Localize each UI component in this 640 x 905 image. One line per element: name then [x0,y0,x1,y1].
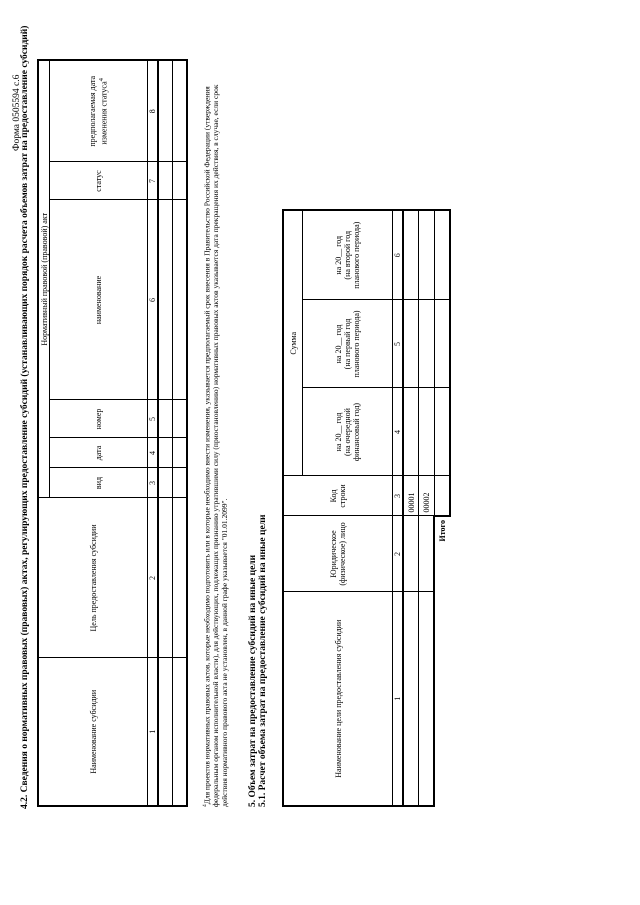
table-cell[interactable] [419,210,435,300]
column-number: 6 [393,210,404,300]
table-cell[interactable] [173,658,188,806]
table-cell[interactable] [434,210,450,300]
year-3-label: на 20__ год [334,235,343,275]
table-cell[interactable] [158,498,173,658]
table-cell[interactable] [158,162,173,200]
table-cell[interactable] [158,60,173,162]
table-cell[interactable] [158,400,173,438]
header-act-date: дата [50,438,148,468]
header-sum-year-1 [303,388,393,476]
footnote-text: Для проектов нормативных правовых актов, которые необходимо подготовить или в которые необходимо внести изменения, указывается предполагаемый срок внесения в Правительство Российской Федерации (утверждения федеральным органом исполнительной власти), для действующих, подлежащих признанию утратившими силу (приостановлению) нормативных правовых актов указывается дата прекращения их действия, в случае, если срок действия нормативного правового акта не установлен, в данной графе указывается "01.01.2099". [202,84,229,807]
year-2-caption: (на первый год планового периода) [343,310,361,378]
section-5-heading: 5. Объем затрат на предоставление субсидий на иные цели [248,554,258,807]
other-purposes-costs-table [282,209,451,807]
header-act-kind: вид [50,468,148,498]
table-cell[interactable] [403,516,419,592]
header-sum: Сумма [283,210,303,476]
section-51-heading: 5.1. Расчет объема затрат на предоставление субсидий на иные цели [258,514,268,807]
regulatory-acts-table [37,59,188,807]
table-cell[interactable] [173,60,188,162]
footnote-mark: 4 [202,804,208,807]
table-cell[interactable] [403,210,419,300]
total-label: Итого [437,520,447,542]
table-cell[interactable] [158,200,173,400]
row-code: 00002 [419,476,435,516]
table-cell[interactable] [158,438,173,468]
section-42-heading: 4.2. Сведения о нормативных правовых (правовых) актах, регулирующих предоставление субсидий (устанавливающих порядок расчета объемов затрат на предоставление субсидий) [20,25,30,809]
header-sum-year-2 [303,300,393,388]
column-number: 1 [393,592,404,806]
status-change-footnote-mark: 4 [98,78,106,82]
row-code: 00001 [403,476,419,516]
table-cell[interactable] [173,400,188,438]
year-3-caption: (на второй год планового периода) [343,221,361,289]
column-number: 7 [148,162,159,200]
column-number: 4 [393,388,404,476]
column-number: 5 [393,300,404,388]
table-cell[interactable] [419,592,435,806]
column-number: 8 [148,60,159,162]
table-cell[interactable] [403,300,419,388]
table-cell[interactable] [173,438,188,468]
year-1-caption: (на очередной финансовый год) [343,402,361,462]
table-cell[interactable] [403,592,419,806]
year-2-label: на 20__ год [334,324,343,364]
header-subsidy-goal: Цель предоставления субсидии [38,498,148,658]
header-act-status: статус [50,162,148,200]
table-cell[interactable] [173,200,188,400]
table-cell[interactable] [434,476,450,516]
status-change-label: предполагаемая дата изменения статуса [88,75,109,147]
column-number: 5 [148,400,159,438]
column-number: 4 [148,438,159,468]
header-status-change-date [50,60,148,162]
table-cell[interactable] [419,516,435,592]
table-cell[interactable] [434,300,450,388]
header-row-code: Код строки [283,476,393,516]
table-cell[interactable] [419,388,435,476]
year-1-label: на 20__ год [334,412,343,452]
form-code: Форма 0505594 с.6 [12,74,22,151]
header-act-number: номер [50,400,148,438]
column-number: 3 [148,468,159,498]
table-cell[interactable] [434,388,450,476]
column-number: 1 [148,658,159,806]
header-sum-year-3 [303,210,393,300]
header-subsidy-name: Наименование субсидии [38,658,148,806]
column-number: 3 [393,476,404,516]
column-number: 6 [148,200,159,400]
column-number: 2 [148,498,159,658]
header-legal-entity: Юридическое (физическое) лицо [283,516,393,592]
table-cell[interactable] [403,388,419,476]
header-act-name: наименование [50,200,148,400]
table-cell[interactable] [173,468,188,498]
table-cell[interactable] [173,162,188,200]
footnote [201,61,229,807]
header-goal-name: Наименование цели предоставления субсидии [283,592,393,806]
table-cell[interactable] [158,658,173,806]
table-cell[interactable] [158,468,173,498]
table-cell[interactable] [173,498,188,658]
column-number: 2 [393,516,404,592]
header-regulatory-act: Нормативный правовой (правовой) акт [38,60,50,498]
table-cell[interactable] [419,300,435,388]
spacer [434,592,450,806]
